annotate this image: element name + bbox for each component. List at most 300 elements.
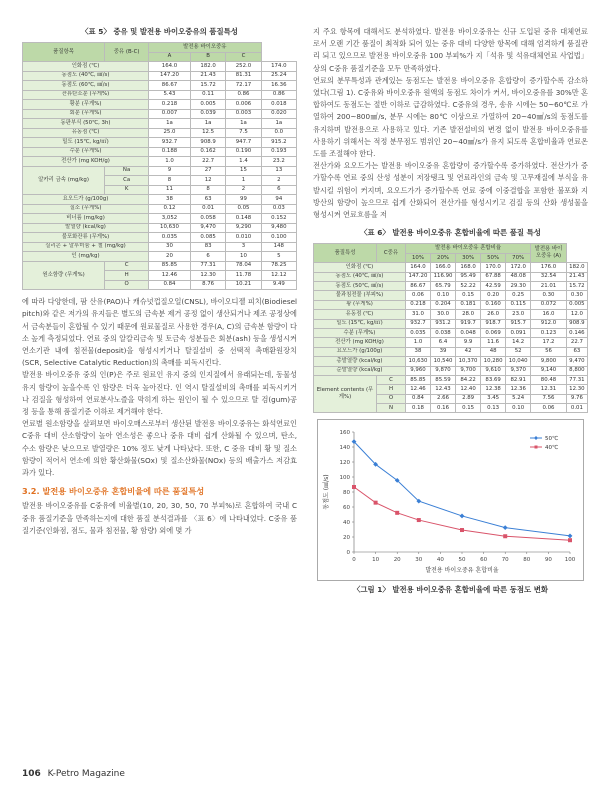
table6-cell: 10,280 xyxy=(481,357,506,366)
table6-cell: 0.091 xyxy=(506,328,531,337)
table6-cell: 0.160 xyxy=(481,300,506,309)
table6-cell: 932.7 xyxy=(405,319,430,328)
legend-label: 50℃ xyxy=(545,436,559,443)
table6-cell: 52 xyxy=(506,347,531,356)
table5-header-b: B xyxy=(190,52,225,62)
table5-cell: 3,052 xyxy=(149,214,191,224)
table6-row-label: H xyxy=(377,385,406,394)
table6-row xyxy=(314,282,588,291)
table5-cell: 915.2 xyxy=(261,138,296,148)
data-point xyxy=(460,514,465,519)
table5-cell: 11.78 xyxy=(226,271,261,281)
x-tick-label: 80 xyxy=(523,557,531,564)
left-paragraph: 에 따라 다양한데, 팜 산유(PAO)나 캐슈넛껍질오일(CNSL), 바이오디젤 피치(Biodiesel pitch)와 같은 저가의 유지들은 별도의 금속분 제거 공정 없이 생산되거나 제조 공정상에서 금속분들이 혼합될 수 있기 때문에 원료물질로 사용한 경우(A, C)의 금속분 함량이 다소 높게 측정되었다. 연료 중의 알칼리금속 및 토금속 성분들은 회분(ash) 등을 생성시켜 연소기관 내에 침전물(deposit)을 형성시키거나 탈질설비 중 선택적 촉매환원장치(SCR, Selective Catalytic Reduction)의 촉매를 피독시킨다. xyxy=(22,297,297,368)
table5-row-label: 동판부식 (50℃, 3h) xyxy=(23,119,149,129)
table5-cell: 0.148 xyxy=(226,214,261,224)
table6-cell: 918.7 xyxy=(481,319,506,328)
table5-cell: 0.152 xyxy=(261,214,296,224)
table6-cell: 0.038 xyxy=(431,328,456,337)
table6-row xyxy=(314,310,588,319)
table5-cell: 83 xyxy=(190,242,225,252)
y-tick-label: 120 xyxy=(339,460,350,467)
table6-row-label: 전산가 (mg KOH/g) xyxy=(314,338,406,347)
table5-cell: 174.0 xyxy=(261,62,296,72)
table6-cell: 11.6 xyxy=(481,338,506,347)
table5-cell: 15.72 xyxy=(190,81,225,91)
table5-cell: 16.36 xyxy=(261,81,296,91)
table5-cell: 0.020 xyxy=(261,109,296,119)
table5-cell: 0.162 xyxy=(190,147,225,157)
viscosity-chart-svg xyxy=(318,420,583,580)
table5-cell: 1 xyxy=(226,176,261,186)
table5-cell: 0.03 xyxy=(261,204,296,214)
table5-cell: 0.005 xyxy=(190,100,225,110)
data-point xyxy=(460,529,464,533)
table5-row-label: O xyxy=(105,280,149,290)
table5-cell: 8 xyxy=(149,176,191,186)
table5-row xyxy=(23,242,297,252)
table6-cell: 42.59 xyxy=(481,282,506,291)
table5-cell: 6 xyxy=(261,185,296,195)
table5-row-label: 발열량 (kcal/kg) xyxy=(23,223,149,233)
table6-cell: 116.90 xyxy=(431,272,456,281)
table5-cell: 2 xyxy=(226,185,261,195)
table6-cell: 15.72 xyxy=(566,282,587,291)
table5-cell: 164.0 xyxy=(149,62,191,72)
legend-label: 40℃ xyxy=(545,445,559,452)
table6-cell: 0.035 xyxy=(405,328,430,337)
table5-cell: 12.46 xyxy=(149,271,191,281)
table6-cell: 56 xyxy=(531,347,567,356)
table6-cell: 14.2 xyxy=(506,338,531,347)
table5-cell: 38 xyxy=(149,195,191,205)
table6-header-mix-group: 발전용 바이오중유 혼합비율 xyxy=(405,244,530,253)
table5-cell: 22.7 xyxy=(190,157,225,167)
table6-cell: 30.0 xyxy=(431,310,456,319)
table6-cell: 23.0 xyxy=(506,310,531,319)
table6-cell: 12.40 xyxy=(456,385,481,394)
right-column xyxy=(313,26,588,597)
table5-row-label: 동점도 (40℃, ㎟/s) xyxy=(23,71,149,81)
table6-cell: 28.0 xyxy=(456,310,481,319)
table5-row xyxy=(23,71,297,81)
table6-cell: 9,610 xyxy=(481,366,506,375)
table5-cell: 252.0 xyxy=(226,62,261,72)
table6-cell: 0.10 xyxy=(431,291,456,300)
table5-cell: 9,470 xyxy=(190,223,225,233)
table5-cell: 0.010 xyxy=(226,233,261,243)
table6-cell: 10,540 xyxy=(431,357,456,366)
table6-cell: 42 xyxy=(456,347,481,356)
right-paragraph: 지 주요 항목에 대해서도 분석하였다. 발전용 바이오중유는 신규 도입된 중유 대체연료로서 오랜 기간 품질이 최적화 되어 있는 중유 대비 다양한 항목에 대해 엄격하게 품질관리 되고 있으므로 발전용 바이오중유 100 부피%가 지「석유 및 석유대체연료 사업법」상의 C중유 품질기준을 모두 만족하였다. xyxy=(313,27,588,73)
table6-cell: 21.43 xyxy=(566,272,587,281)
table6-row xyxy=(314,272,588,281)
table6-cell: 67.88 xyxy=(481,272,506,281)
table5-cell: 147.20 xyxy=(149,71,191,81)
table6-cell: 147.20 xyxy=(405,272,430,281)
table5-row xyxy=(23,100,297,110)
table6-cell: 16.0 xyxy=(531,310,567,319)
table5-cell: 2 xyxy=(261,176,296,186)
table6-header-10: 10% xyxy=(405,253,430,262)
table5-cell: 10.21 xyxy=(226,280,261,290)
table6-cell: 0.048 xyxy=(456,328,481,337)
table6-cell: 0.10 xyxy=(506,404,531,413)
right-paragraph: 전산가와 요오드가는 발전용 바이오중유 혼합량이 증가할수록 증가하였다. 전산가가 증가할수록 연료 중의 산성 성분이 저장탱크 및 연료라인의 금속 및 고무재질에 부식을 유발시킬 위험이 커지며, 요오드가가 증가할수록 연료 중에 이중결합을 포함한 불포화 지방산의 함량이 높으므로 쉽게 산화되어 전산가를 형성시키고 검질 등의 산화 생성물을 형성시켜 연료흐름을 저 xyxy=(313,161,588,220)
table6-cell: 1.0 xyxy=(405,338,430,347)
table6-cell: 6.4 xyxy=(431,338,456,347)
table6-cell: 0.005 xyxy=(566,300,587,309)
table6-cell: 912.0 xyxy=(531,319,567,328)
table6-cell: 0.01 xyxy=(566,404,587,413)
table5-cell: 1.4 xyxy=(226,157,261,167)
table5-row-label: 불포화잔류 (무게%) xyxy=(23,233,149,243)
y-tick-label: 0 xyxy=(346,550,350,557)
table6-cell: 32.54 xyxy=(531,272,567,281)
table6-cell: 0.123 xyxy=(531,328,567,337)
table6-cell: 2.66 xyxy=(431,394,456,403)
table5-cell: 932.7 xyxy=(149,138,191,148)
table5-row-label: 황분 (무게%) xyxy=(23,100,149,110)
table5-cell: 20 xyxy=(149,252,191,262)
table6-row-label: 요오드가 (g/100g) xyxy=(314,347,406,356)
table6-cell: 9,700 xyxy=(456,366,481,375)
table5-cell: 0.12 xyxy=(149,204,191,214)
table6-cell: 908.9 xyxy=(566,319,587,328)
table5-row-label: 인 (mg/kg) xyxy=(23,252,149,262)
table6-row xyxy=(314,300,588,309)
table6-cell: 0.218 xyxy=(405,300,430,309)
left-body-text xyxy=(22,296,297,479)
table5-row xyxy=(23,204,297,214)
table5-cell: 182.0 xyxy=(190,62,225,72)
table5-row-label: K xyxy=(105,185,149,195)
table5-header-c: C xyxy=(226,52,261,62)
table6-cell: 9,370 xyxy=(506,366,531,375)
table5-row-label: 잔류탄소분 (무게%) xyxy=(23,90,149,100)
table5-cell: 1a xyxy=(226,119,261,129)
table5-cell: 0.085 xyxy=(190,233,225,243)
x-axis-label: 발전용 바이오중유 혼합비율 xyxy=(425,567,499,575)
table6-cell: 9,870 xyxy=(431,366,456,375)
table5-cell: 63 xyxy=(190,195,225,205)
table6-cell: 48 xyxy=(481,347,506,356)
table5-cell: 77.31 xyxy=(190,261,225,271)
table6-row-label: 수분 (무게%) xyxy=(314,328,406,337)
table6-cell: 82.91 xyxy=(506,375,531,384)
table5-cell: 0.058 xyxy=(190,214,225,224)
table6-row-label: 물과침전물 (부피%) xyxy=(314,291,406,300)
table5-row xyxy=(23,223,297,233)
table6-cell: 12.30 xyxy=(566,385,587,394)
table5-cell: 0.100 xyxy=(261,233,296,243)
x-tick-label: 0 xyxy=(352,557,356,564)
table5-cell: 99 xyxy=(226,195,261,205)
table6-header-bio: 발전용 바이오중유 (A) xyxy=(531,244,567,263)
table6-row-label: 황 (무게%) xyxy=(314,300,406,309)
table5-cell: 23.2 xyxy=(261,157,296,167)
table6-cell: 0.20 xyxy=(481,291,506,300)
table5-row xyxy=(23,62,297,72)
table5-cell: 0.018 xyxy=(261,100,296,110)
table5-cell: 15 xyxy=(226,166,261,176)
table6-row xyxy=(314,319,588,328)
table5-cell: 0.218 xyxy=(149,100,191,110)
table6-cell: 9.9 xyxy=(456,338,481,347)
table5-cell: 11 xyxy=(149,185,191,195)
table5-cell: 148 xyxy=(261,242,296,252)
table5-cell: 9 xyxy=(149,166,191,176)
table5-cell: 25.0 xyxy=(149,128,191,138)
table6-cell: 0.06 xyxy=(405,291,430,300)
table6-cell: 0.15 xyxy=(456,404,481,413)
table5-cell: 0.01 xyxy=(190,204,225,214)
table5-cell: 27 xyxy=(190,166,225,176)
table6-cell: 86.67 xyxy=(405,282,430,291)
x-tick-label: 20 xyxy=(393,557,401,564)
table6-cell: 39 xyxy=(431,347,456,356)
table6-header-50: 50% xyxy=(481,253,506,262)
table6-row-label: 총발열량 (kcal/kg) xyxy=(314,357,406,366)
table5-header-c-oil: 중유 (B-C) xyxy=(105,43,149,62)
table5-cell: 12.30 xyxy=(190,271,225,281)
table5-row xyxy=(23,157,297,167)
table5-row xyxy=(23,195,297,205)
table6 xyxy=(313,243,588,413)
table6-cell: 0.204 xyxy=(431,300,456,309)
table6-body xyxy=(314,263,588,413)
table5-row xyxy=(23,109,297,119)
table5-cell: 947.7 xyxy=(226,138,261,148)
table5 xyxy=(22,42,297,290)
table6-row-label: 동점도 (40℃, ㎟/s) xyxy=(314,272,406,281)
table5-cell: 0.006 xyxy=(226,100,261,110)
section-body: 발전용 바이오중유를 C중유에 비율별(10, 20, 30, 50, 70 부피%)로 혼합하여 국내 C중유 품질기준을 만족하는지에 대한 품질 분석결과를 〈표 6〉에 나타내었다. C중유 품질기준(인화점, 점도, 물과 침전물, 황 함량) 외에 몇 가 xyxy=(22,501,297,535)
table6-cell: 0.16 xyxy=(431,404,456,413)
table6-row-label: 순발열량 (kcal/kg) xyxy=(314,366,406,375)
table5-cell: 0.188 xyxy=(149,147,191,157)
table5-row-label: 요오드가 (g/100g) xyxy=(23,195,149,205)
table5-cell: 72.17 xyxy=(226,81,261,91)
table6-cell: 176.0 xyxy=(531,263,567,272)
table5-cell: 1a xyxy=(149,119,191,129)
table5-row xyxy=(23,128,297,138)
table5-cell: 25.24 xyxy=(261,71,296,81)
table5-cell: 12 xyxy=(190,176,225,186)
table6-cell: 0.25 xyxy=(506,291,531,300)
magazine-name: K-Petro Magazine xyxy=(47,769,125,779)
page-number: 106 xyxy=(22,769,41,779)
table6-row-label: 동점도 (50℃, ㎟/s) xyxy=(314,282,406,291)
table5-row-label: 비너름 (mg/kg) xyxy=(23,214,149,224)
data-point xyxy=(352,485,356,489)
figure-caption: 〈그림 1〉 발전용 바이오중유 혼합비율에 따른 동점도 변화 xyxy=(352,585,548,595)
table6-header-30: 30% xyxy=(456,253,481,262)
table6-cell: 919.7 xyxy=(456,319,481,328)
table6-cell: 0.181 xyxy=(456,300,481,309)
viscosity-chart xyxy=(317,419,584,581)
table6-cell: 12.0 xyxy=(566,310,587,319)
table6-cell: 12.38 xyxy=(481,385,506,394)
y-tick-label: 20 xyxy=(343,535,350,542)
table5-caption: 〈표 5〉 중유 및 발전용 바이오중유의 품질특성 xyxy=(81,27,238,36)
table5-group-label: 원소함량 (무게%) xyxy=(23,261,105,290)
table6-cell: 10,040 xyxy=(506,357,531,366)
table6-cell: 0.115 xyxy=(506,300,531,309)
table6-cell: 26.0 xyxy=(481,310,506,319)
x-tick-label: 60 xyxy=(480,557,488,564)
table5-row-label: 유동점 (℃) xyxy=(23,128,149,138)
data-point xyxy=(417,519,421,523)
table6-cell: 31.0 xyxy=(405,310,430,319)
table6-row xyxy=(314,375,588,384)
table6-cell: 0.18 xyxy=(405,404,430,413)
y-tick-label: 40 xyxy=(343,520,350,527)
table6-row xyxy=(314,338,588,347)
table6-row xyxy=(314,357,588,366)
table5-cell: 8.76 xyxy=(190,280,225,290)
legend-marker xyxy=(534,436,538,440)
table5-row xyxy=(23,81,297,91)
table6-cell: 3.45 xyxy=(481,394,506,403)
table5-cell: 908.9 xyxy=(190,138,225,148)
table5-cell: 12.12 xyxy=(261,271,296,281)
table5-row-label: 전산가 (mg KOH/g) xyxy=(23,157,149,167)
table6-header-item: 품질특성 xyxy=(314,244,377,263)
table6-cell: 2.89 xyxy=(456,394,481,403)
table5-header-item: 품질항목 xyxy=(23,43,105,62)
table6-cell: 12.46 xyxy=(405,385,430,394)
data-point xyxy=(374,501,378,505)
table6-row-label: 인화점 (℃) xyxy=(314,263,406,272)
y-axis-label: 동점도 (㎟/s) xyxy=(323,474,330,511)
table5-cell: 0.86 xyxy=(226,90,261,100)
table6-caption: 〈표 6〉 발전용 바이오중유 혼합비율에 따른 품질 특성 xyxy=(360,228,541,238)
table5-cell: 0.193 xyxy=(261,147,296,157)
table5-cell: 94 xyxy=(261,195,296,205)
table5-cell: 10 xyxy=(226,252,261,262)
table5-cell: 12.5 xyxy=(190,128,225,138)
table6-cell: 52.22 xyxy=(456,282,481,291)
table6-cell: 0.13 xyxy=(481,404,506,413)
table6-cell: 0.15 xyxy=(456,291,481,300)
table6-cell: 7.56 xyxy=(531,394,567,403)
table6-cell: 915.7 xyxy=(506,319,531,328)
x-tick-label: 30 xyxy=(415,557,423,564)
table5-cell: 5.43 xyxy=(149,90,191,100)
table6-row xyxy=(314,347,588,356)
table6-cell: 166.0 xyxy=(431,263,456,272)
x-tick-label: 90 xyxy=(544,557,552,564)
table5-cell: 85.85 xyxy=(149,261,191,271)
table5-cell: 86.67 xyxy=(149,81,191,91)
table5-row xyxy=(23,214,297,224)
table5-cell: 78.25 xyxy=(261,261,296,271)
table5-row xyxy=(23,252,297,262)
table6-cell: 12.36 xyxy=(506,385,531,394)
series-line-0 xyxy=(354,442,570,536)
table6-cell: 168.0 xyxy=(456,263,481,272)
data-point xyxy=(503,535,507,539)
table6-header-70: 70% xyxy=(506,253,531,262)
table5-cell: 0.84 xyxy=(149,280,191,290)
table5-row-label: Ca xyxy=(105,176,149,186)
table5-row-label: 동점도 (60℃, ㎟/s) xyxy=(23,81,149,91)
table5-row xyxy=(23,147,297,157)
right-paragraph: 연료의 분무특성과 관계있는 동점도는 발전용 바이오중유 혼합량이 증가할수록 감소하였다(그림 1). C중유와 바이오중유 원액의 동점도 차이가 커서, 바이오중유를 30%만 혼합하여도 동점도는 절반 이하로 급감하였다. C중유의 경우, 송유 시에는 50~60℃로 가열하여 200~800㎟/s, 분무 시에는 80℃ 이상으로 가열하여 20~40㎟/s의 동점도를 유지하며 발전용으로 사용하고 있다. 기존 발전설비의 변경 없이 발전용 바이오중유를 사용하기 위해서는 적정 분무점도 범위인 20~40㎟/s가 유지 되도록 혼합비율과 연료온도를 조절해야 한다. xyxy=(313,75,588,159)
table5-cell: 0.003 xyxy=(226,109,261,119)
table5-row-label: Na xyxy=(105,166,149,176)
table6-cell: 0.072 xyxy=(531,300,567,309)
table5-cell: 0.039 xyxy=(190,109,225,119)
table6-row xyxy=(314,366,588,375)
table5-cell: 1a xyxy=(261,119,296,129)
y-tick-label: 140 xyxy=(339,445,350,452)
section-title: 3.2. 발전용 바이오중유 혼합비율에 따른 품질특성 xyxy=(22,486,205,497)
table5-row-label: 질소 (무게%) xyxy=(23,204,149,214)
table6-cell: 0.30 xyxy=(531,291,567,300)
table5-cell: 0.0 xyxy=(261,128,296,138)
table6-cell: 931.2 xyxy=(431,319,456,328)
data-point xyxy=(568,539,572,543)
table5-header-a: A xyxy=(149,52,191,62)
table6-cell: 164.0 xyxy=(405,263,430,272)
table6-cell: 9,470 xyxy=(566,357,587,366)
table5-cell: 1.0 xyxy=(149,157,191,167)
table5-cell: 5 xyxy=(261,252,296,262)
table6-header-20: 20% xyxy=(431,253,456,262)
table5-row xyxy=(23,138,297,148)
table6-header-c-oil: C중유 xyxy=(377,244,406,263)
left-column xyxy=(22,26,297,537)
table5-cell: 21.43 xyxy=(190,71,225,81)
table5-row-label: 회분 (무게%) xyxy=(23,109,149,119)
table5-row-label: 인화점 (℃) xyxy=(23,62,149,72)
table5-cell: 78.04 xyxy=(226,261,261,271)
table5-cell: 10,630 xyxy=(149,223,191,233)
table6-cell: 9,140 xyxy=(531,366,567,375)
data-point xyxy=(395,511,399,515)
table6-cell: 8,800 xyxy=(566,366,587,375)
x-tick-label: 100 xyxy=(564,557,576,564)
table5-cell: 1a xyxy=(190,119,225,129)
table6-cell: 48.08 xyxy=(506,272,531,281)
table6-cell: 10,370 xyxy=(456,357,481,366)
table6-cell: 172.0 xyxy=(506,263,531,272)
table5-row-label: 수분 (무게%) xyxy=(23,147,149,157)
table6-cell: 12.31 xyxy=(531,385,567,394)
table5-cell: 81.31 xyxy=(226,71,261,81)
y-tick-label: 100 xyxy=(339,475,350,482)
table5-row-label: 실리콘 + 알루미늄 + 철 (mg/kg) xyxy=(23,242,149,252)
x-tick-label: 40 xyxy=(436,557,444,564)
table5-row xyxy=(23,233,297,243)
table5-cell: 0.007 xyxy=(149,109,191,119)
y-tick-label: 60 xyxy=(343,505,350,512)
table6-row-label: C xyxy=(377,375,406,384)
table6-row-label: 밀도 (15℃, kg/㎥) xyxy=(314,319,406,328)
table5-cell: 8 xyxy=(190,185,225,195)
table5-cell: 7.5 xyxy=(226,128,261,138)
y-tick-label: 80 xyxy=(343,490,350,497)
table6-cell: 12.43 xyxy=(431,385,456,394)
table5-cell: 0.190 xyxy=(226,147,261,157)
table6-cell: 0.30 xyxy=(566,291,587,300)
table6-cell: 9,960 xyxy=(405,366,430,375)
table5-cell: 9,290 xyxy=(226,223,261,233)
table5-row xyxy=(23,119,297,129)
table6-cell: 9.76 xyxy=(566,394,587,403)
